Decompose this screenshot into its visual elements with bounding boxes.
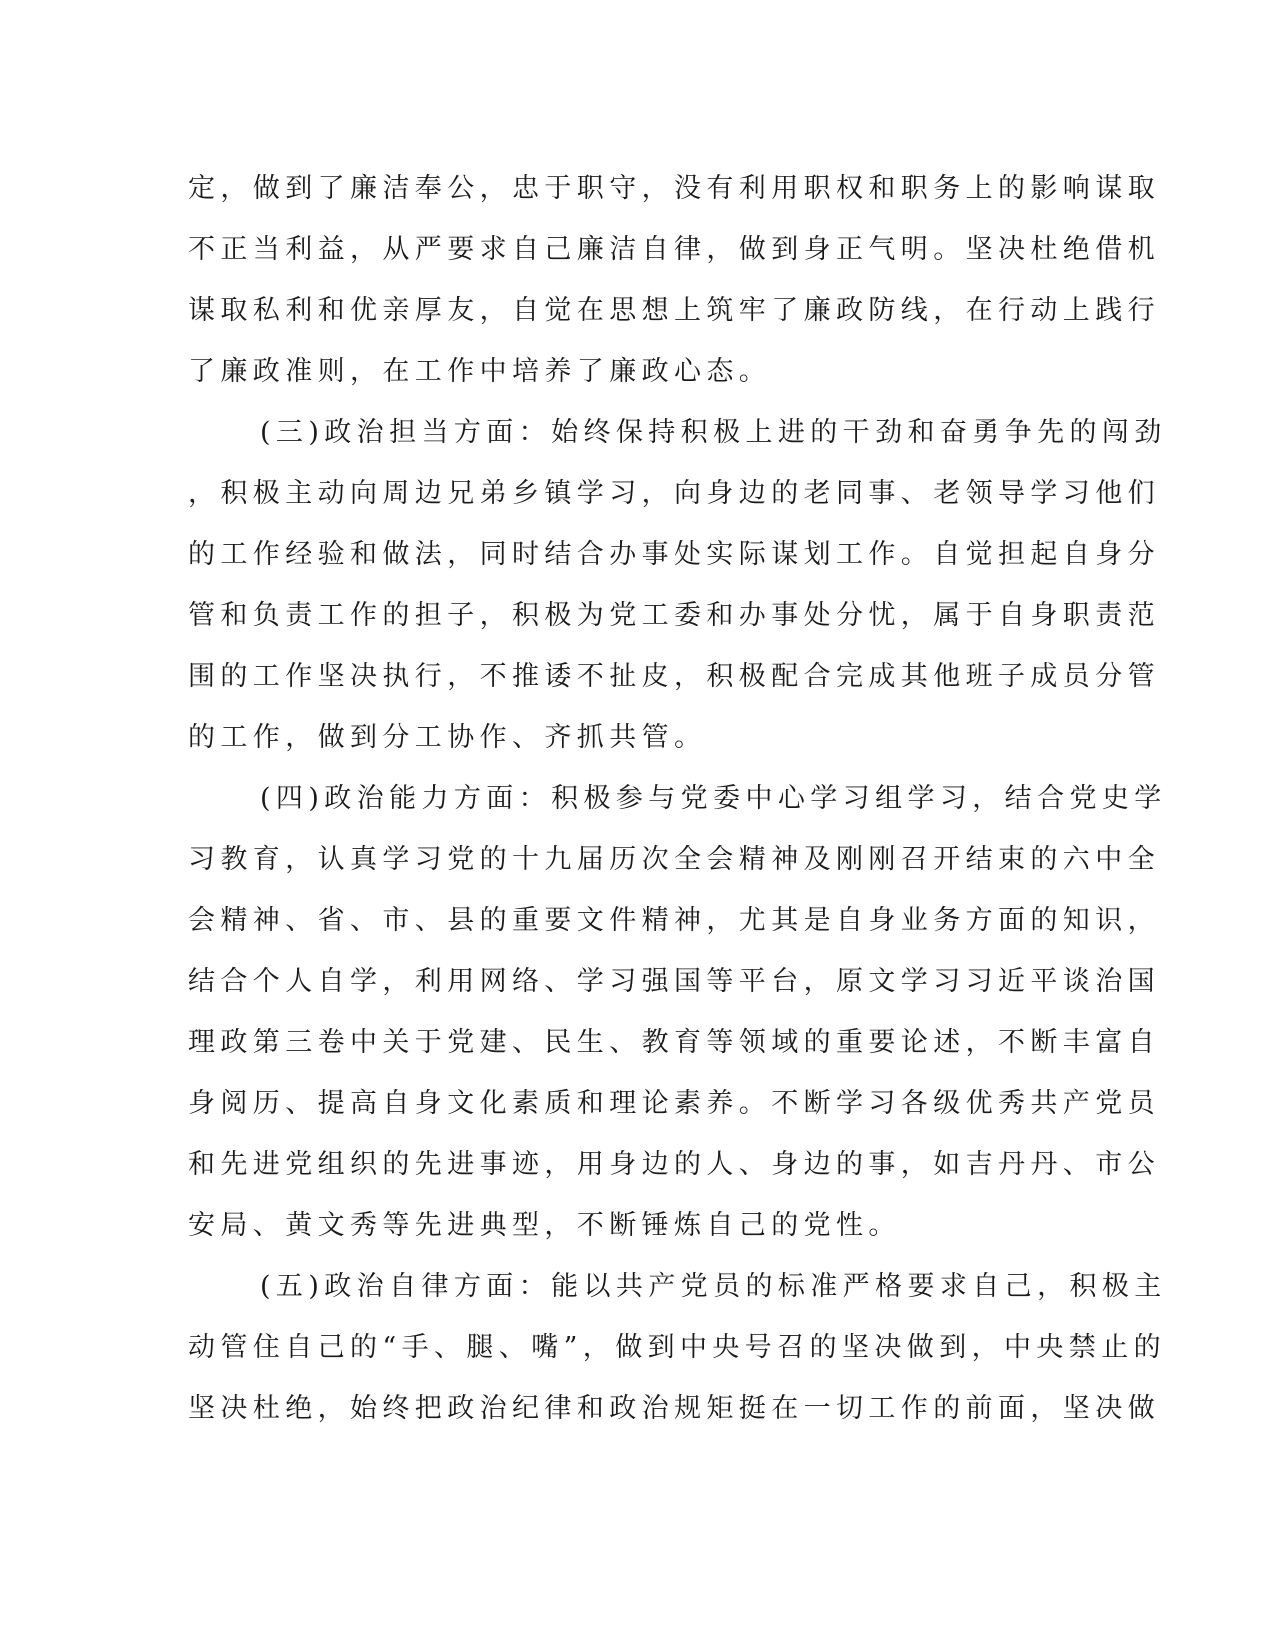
text-line: 管和负责工作的担子，积极为党工委和办事处分忧，属于自身职责范 <box>188 600 1160 631</box>
text-line: 安局、黄文秀等先进典型，不断锤炼自己的党性。 <box>188 1210 901 1241</box>
text-line: 围的工作坚决执行，不推诿不扯皮，积极配合完成其他班子成员分管 <box>188 661 1160 692</box>
section-four-heading-line: (四)政治能力方面：积极参与党委中心学习组学习，结合党史学 <box>260 783 1167 814</box>
section-three-heading-line: (三)政治担当方面：始终保持积极上进的干劲和奋勇争先的闯劲 <box>260 417 1167 448</box>
section-five-heading-line: (五)政治自律方面：能以共产党员的标准严格要求自己，积极主 <box>260 1271 1167 1302</box>
text-line: 会精神、省、市、县的重要文件精神，尤其是自身业务方面的知识， <box>188 905 1160 936</box>
text-line: 谋取私利和优亲厚友，自觉在思想上筑牢了廉政防线，在行动上践行 <box>188 295 1160 326</box>
text-line: 的工作经验和做法，同时结合办事处实际谋划工作。自觉担起自身分 <box>188 539 1160 570</box>
text-line: 定，做到了廉洁奉公，忠于职守，没有利用职权和职务上的影响谋取 <box>188 173 1160 204</box>
text-line: 身阅历、提高自身文化素质和理论素养。不断学习各级优秀共产党员 <box>188 1088 1160 1119</box>
text-line: 结合个人自学，利用网络、学习强国等平台，原文学习习近平谈治国 <box>188 966 1160 997</box>
text-line: 理政第三卷中关于党建、民生、教育等领域的重要论述，不断丰富自 <box>188 1027 1160 1058</box>
text-line: 动管住自己的“手、腿、嘴”，做到中央号召的坚决做到，中央禁止的 <box>188 1332 1167 1363</box>
text-line: 习教育，认真学习党的十九届历次全会精神及刚刚召开结束的六中全 <box>188 844 1160 875</box>
text-line: 坚决杜绝，始终把政治纪律和政治规矩挺在一切工作的前面，坚决做 <box>188 1393 1160 1424</box>
text-line: 不正当利益，从严要求自己廉洁自律，做到身正气明。坚决杜绝借机 <box>188 234 1160 265</box>
text-line: ，积极主动向周边兄弟乡镇学习，向身边的老同事、老领导学习他们 <box>188 478 1160 509</box>
text-line: 了廉政准则，在工作中培养了廉政心态。 <box>188 356 772 387</box>
text-line: 的工作，做到分工协作、齐抓共管。 <box>188 722 707 753</box>
text-line: 和先进党组织的先进事迹，用身边的人、身边的事，如吉丹丹、市公 <box>188 1149 1160 1180</box>
document-body <box>188 158 1167 1439</box>
